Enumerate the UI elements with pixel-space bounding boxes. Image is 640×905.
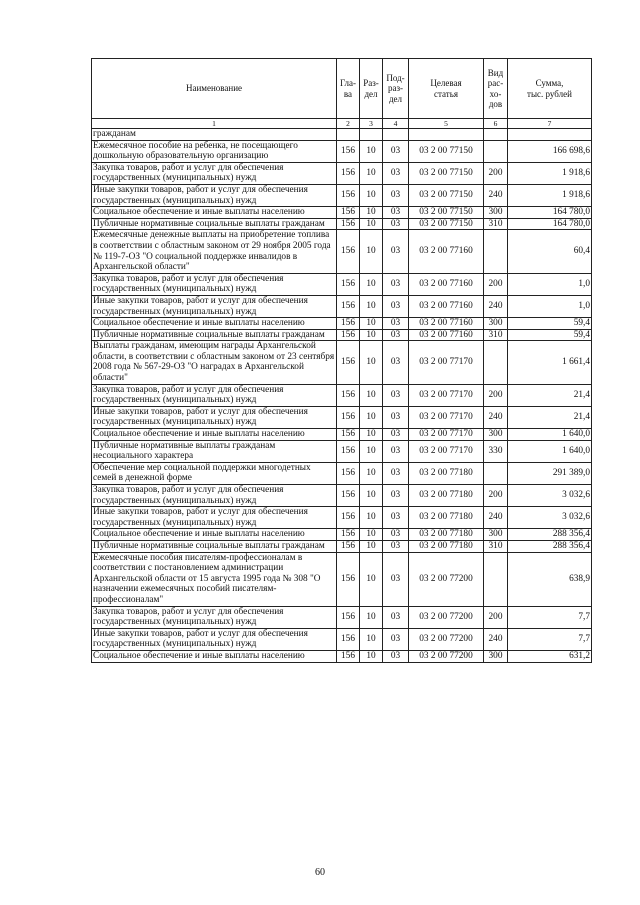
cell-summa: 1 661,4: [508, 341, 592, 384]
cell-razdel: 10: [360, 230, 383, 273]
cell-podrazdel: 03: [383, 552, 409, 606]
cell-summa: 3 032,6: [508, 507, 592, 529]
column-number: 2: [337, 119, 360, 129]
cell-glava: 156: [337, 462, 360, 484]
cell-vid: 310: [484, 329, 508, 341]
cell-razdel: 10: [360, 429, 383, 441]
cell-razdel: 10: [360, 628, 383, 650]
cell-name: Выплаты гражданам, имеющим награды Архангельской области, в соответствии с областным законом от 23 сентября 2008 года № 567-29-ОЗ "О наградах в Архангельской области": [92, 341, 337, 384]
cell-celevaya: 03 2 00 77160: [409, 295, 484, 317]
cell-vid: 300: [484, 650, 508, 662]
cell-summa: 3 032,6: [508, 485, 592, 507]
table-row: [92, 507, 592, 529]
cell-podrazdel: 03: [383, 329, 409, 341]
cell-summa: 59,4: [508, 329, 592, 341]
header-vid: Вид рас- хо- дов: [484, 59, 508, 119]
cell-name: Закупка товаров, работ и услуг для обеспечения государственных (муниципальных) нужд: [92, 485, 337, 507]
table-row: [92, 295, 592, 317]
cell-celevaya: 03 2 00 77170: [409, 429, 484, 441]
cell-razdel: 10: [360, 207, 383, 219]
cell-podrazdel: 03: [383, 650, 409, 662]
cell-glava: 156: [337, 606, 360, 628]
cell-glava: 156: [337, 406, 360, 428]
cell-summa: 1 918,6: [508, 184, 592, 206]
cell-summa: 288 356,4: [508, 529, 592, 541]
cell-podrazdel: 03: [383, 140, 409, 162]
cell-podrazdel: 03: [383, 628, 409, 650]
cell-name: Социальное обеспечение и иные выплаты населению: [92, 318, 337, 330]
cell-name: Ежемесячные денежные выплаты на приобретение топлива в соответствии с областным законом от 29 ноября 2005 года № 119-7-ОЗ "О социальной поддержке инвалидов в Архангельской области": [92, 230, 337, 273]
cell-vid: 240: [484, 184, 508, 206]
cell-summa: 1 640,0: [508, 440, 592, 462]
cell-summa: 21,4: [508, 384, 592, 406]
cell-razdel: [360, 129, 383, 141]
column-number: 3: [360, 119, 383, 129]
table-header-row: [92, 59, 592, 119]
cell-razdel: 10: [360, 162, 383, 184]
cell-summa: 631,2: [508, 650, 592, 662]
cell-glava: 156: [337, 384, 360, 406]
cell-name: Обеспечение мер социальной поддержки многодетных семей в денежной форме: [92, 462, 337, 484]
cell-razdel: 10: [360, 507, 383, 529]
cell-razdel: 10: [360, 552, 383, 606]
cell-summa: 7,7: [508, 628, 592, 650]
cell-vid: 200: [484, 162, 508, 184]
cell-summa: 288 356,4: [508, 540, 592, 552]
cell-podrazdel: [383, 129, 409, 141]
cell-glava: 156: [337, 429, 360, 441]
cell-vid: [484, 462, 508, 484]
cell-podrazdel: 03: [383, 485, 409, 507]
cell-name: Иные закупки товаров, работ и услуг для обеспечения государственных (муниципальных) нужд: [92, 184, 337, 206]
cell-podrazdel: 03: [383, 318, 409, 330]
cell-glava: 156: [337, 529, 360, 541]
cell-summa: 638,9: [508, 552, 592, 606]
cell-podrazdel: 03: [383, 218, 409, 230]
cell-vid: [484, 140, 508, 162]
cell-razdel: 10: [360, 529, 383, 541]
cell-vid: 300: [484, 429, 508, 441]
cell-summa: 1,0: [508, 295, 592, 317]
cell-vid: 330: [484, 440, 508, 462]
cell-glava: 156: [337, 162, 360, 184]
cell-celevaya: 03 2 00 77150: [409, 207, 484, 219]
cell-name: Публичные нормативные социальные выплаты гражданам: [92, 218, 337, 230]
cell-celevaya: 03 2 00 77200: [409, 606, 484, 628]
table-row: [92, 552, 592, 606]
cell-razdel: 10: [360, 650, 383, 662]
cell-razdel: 10: [360, 384, 383, 406]
cell-celevaya: 03 2 00 77170: [409, 406, 484, 428]
cell-podrazdel: 03: [383, 184, 409, 206]
cell-glava: 156: [337, 440, 360, 462]
cell-podrazdel: 03: [383, 606, 409, 628]
column-number-row: [92, 119, 592, 129]
cell-celevaya: 03 2 00 77180: [409, 529, 484, 541]
cell-podrazdel: 03: [383, 341, 409, 384]
cell-vid: [484, 552, 508, 606]
table-row: [92, 341, 592, 384]
cell-celevaya: 03 2 00 77150: [409, 162, 484, 184]
cell-vid: 300: [484, 529, 508, 541]
cell-razdel: 10: [360, 540, 383, 552]
table-row: [92, 485, 592, 507]
table-row: [92, 628, 592, 650]
budget-table: [91, 58, 592, 663]
cell-glava: 156: [337, 184, 360, 206]
cell-summa: 166 698,6: [508, 140, 592, 162]
cell-glava: 156: [337, 341, 360, 384]
cell-podrazdel: 03: [383, 406, 409, 428]
cell-vid: 240: [484, 406, 508, 428]
column-number: 4: [383, 119, 409, 129]
cell-razdel: 10: [360, 341, 383, 384]
cell-celevaya: 03 2 00 77160: [409, 318, 484, 330]
cell-name: гражданам: [92, 129, 337, 141]
table-row: [92, 184, 592, 206]
cell-razdel: 10: [360, 406, 383, 428]
table-row: [92, 429, 592, 441]
table-row: [92, 462, 592, 484]
table-row: [92, 218, 592, 230]
cell-celevaya: 03 2 00 77150: [409, 140, 484, 162]
cell-celevaya: 03 2 00 77180: [409, 485, 484, 507]
cell-podrazdel: 03: [383, 207, 409, 219]
cell-celevaya: 03 2 00 77200: [409, 552, 484, 606]
cell-name: Иные закупки товаров, работ и услуг для обеспечения государственных (муниципальных) нужд: [92, 406, 337, 428]
cell-glava: 156: [337, 207, 360, 219]
cell-celevaya: 03 2 00 77170: [409, 341, 484, 384]
cell-razdel: 10: [360, 485, 383, 507]
cell-podrazdel: 03: [383, 295, 409, 317]
cell-name: Иные закупки товаров, работ и услуг для обеспечения государственных (муниципальных) нужд: [92, 507, 337, 529]
cell-name: Социальное обеспечение и иные выплаты населению: [92, 207, 337, 219]
column-number: 7: [508, 119, 592, 129]
table-row: [92, 329, 592, 341]
cell-razdel: 10: [360, 140, 383, 162]
cell-glava: 156: [337, 650, 360, 662]
cell-vid: 310: [484, 540, 508, 552]
cell-celevaya: 03 2 00 77180: [409, 462, 484, 484]
cell-summa: [508, 129, 592, 141]
cell-celevaya: 03 2 00 77170: [409, 384, 484, 406]
cell-summa: 291 389,0: [508, 462, 592, 484]
table-row: [92, 207, 592, 219]
cell-podrazdel: 03: [383, 273, 409, 295]
cell-vid: 240: [484, 295, 508, 317]
cell-glava: 156: [337, 540, 360, 552]
table-row: [92, 230, 592, 273]
cell-podrazdel: 03: [383, 529, 409, 541]
table-row: [92, 140, 592, 162]
cell-celevaya: 03 2 00 77160: [409, 273, 484, 295]
cell-vid: 310: [484, 218, 508, 230]
cell-name: Иные закупки товаров, работ и услуг для обеспечения государственных (муниципальных) нужд: [92, 295, 337, 317]
table-row: [92, 384, 592, 406]
header-razdel: Раз- дел: [360, 59, 383, 119]
header-name: Наименование: [92, 59, 337, 119]
cell-name: Закупка товаров, работ и услуг для обеспечения государственных (муниципальных) нужд: [92, 162, 337, 184]
cell-vid: [484, 341, 508, 384]
header-summa: Сумма, тыс. рублей: [508, 59, 592, 119]
cell-name: Закупка товаров, работ и услуг для обеспечения государственных (муниципальных) нужд: [92, 384, 337, 406]
cell-name: Социальное обеспечение и иные выплаты населению: [92, 429, 337, 441]
header-celevaya: Целевая статья: [409, 59, 484, 119]
cell-name: Ежемесячное пособие на ребенка, не посещающего дошкольную образовательную организацию: [92, 140, 337, 162]
cell-vid: 200: [484, 606, 508, 628]
cell-summa: 1,0: [508, 273, 592, 295]
cell-podrazdel: 03: [383, 429, 409, 441]
cell-podrazdel: 03: [383, 162, 409, 184]
cell-celevaya: 03 2 00 77150: [409, 184, 484, 206]
table-row: [92, 529, 592, 541]
table-row: [92, 273, 592, 295]
cell-podrazdel: 03: [383, 507, 409, 529]
column-number: 5: [409, 119, 484, 129]
cell-vid: 300: [484, 207, 508, 219]
cell-glava: 156: [337, 485, 360, 507]
cell-summa: 59,4: [508, 318, 592, 330]
cell-name: Социальное обеспечение и иные выплаты населению: [92, 650, 337, 662]
cell-podrazdel: 03: [383, 462, 409, 484]
cell-razdel: 10: [360, 184, 383, 206]
cell-name: Социальное обеспечение и иные выплаты населению: [92, 529, 337, 541]
cell-celevaya: 03 2 00 77200: [409, 628, 484, 650]
cell-name: Публичные нормативные выплаты гражданам несоциального характера: [92, 440, 337, 462]
cell-celevaya: 03 2 00 77150: [409, 218, 484, 230]
cell-glava: 156: [337, 230, 360, 273]
cell-razdel: 10: [360, 218, 383, 230]
cell-summa: 164 780,0: [508, 218, 592, 230]
header-glava: Гла- ва: [337, 59, 360, 119]
cell-razdel: 10: [360, 440, 383, 462]
column-number: 1: [92, 119, 337, 129]
table-row: [92, 162, 592, 184]
cell-name: Ежемесячные пособия писателям-профессионалам в соответствии с постановлением администрации Архангельской области от 15 августа 1995 года № 308 "О назначении ежемесячных пособий писателям-профессионалам": [92, 552, 337, 606]
cell-vid: 240: [484, 507, 508, 529]
cell-razdel: 10: [360, 329, 383, 341]
page-number: 60: [315, 867, 325, 878]
cell-podrazdel: 03: [383, 540, 409, 552]
column-number: 6: [484, 119, 508, 129]
cell-celevaya: 03 2 00 77170: [409, 440, 484, 462]
cell-vid: [484, 230, 508, 273]
cell-razdel: 10: [360, 606, 383, 628]
table-row: [92, 540, 592, 552]
cell-vid: 300: [484, 318, 508, 330]
table-row: [92, 318, 592, 330]
cell-celevaya: 03 2 00 77160: [409, 329, 484, 341]
cell-vid: 240: [484, 628, 508, 650]
table-body: [92, 129, 592, 663]
cell-podrazdel: 03: [383, 384, 409, 406]
table-row: [92, 606, 592, 628]
cell-glava: 156: [337, 318, 360, 330]
cell-podrazdel: 03: [383, 440, 409, 462]
cell-summa: 21,4: [508, 406, 592, 428]
cell-razdel: 10: [360, 295, 383, 317]
cell-summa: 1 640,0: [508, 429, 592, 441]
cell-celevaya: 03 2 00 77200: [409, 650, 484, 662]
cell-glava: 156: [337, 329, 360, 341]
cell-podrazdel: 03: [383, 230, 409, 273]
cell-name: Иные закупки товаров, работ и услуг для обеспечения государственных (муниципальных) нужд: [92, 628, 337, 650]
cell-glava: 156: [337, 507, 360, 529]
table-row: [92, 650, 592, 662]
cell-name: Публичные нормативные социальные выплаты гражданам: [92, 540, 337, 552]
cell-celevaya: 03 2 00 77160: [409, 230, 484, 273]
cell-glava: [337, 129, 360, 141]
cell-vid: 200: [484, 485, 508, 507]
cell-summa: 7,7: [508, 606, 592, 628]
cell-glava: 156: [337, 218, 360, 230]
cell-vid: [484, 129, 508, 141]
cell-summa: 164 780,0: [508, 207, 592, 219]
cell-razdel: 10: [360, 462, 383, 484]
cell-name: Закупка товаров, работ и услуг для обеспечения государственных (муниципальных) нужд: [92, 273, 337, 295]
cell-celevaya: [409, 129, 484, 141]
cell-vid: 200: [484, 384, 508, 406]
table-row: [92, 406, 592, 428]
cell-celevaya: 03 2 00 77180: [409, 507, 484, 529]
cell-glava: 156: [337, 552, 360, 606]
cell-glava: 156: [337, 140, 360, 162]
table-row: [92, 440, 592, 462]
cell-summa: 1 918,6: [508, 162, 592, 184]
cell-name: Закупка товаров, работ и услуг для обеспечения государственных (муниципальных) нужд: [92, 606, 337, 628]
cell-vid: 200: [484, 273, 508, 295]
table-row: [92, 129, 592, 141]
cell-razdel: 10: [360, 273, 383, 295]
cell-glava: 156: [337, 628, 360, 650]
cell-razdel: 10: [360, 318, 383, 330]
cell-name: Публичные нормативные социальные выплаты гражданам: [92, 329, 337, 341]
cell-summa: 60,4: [508, 230, 592, 273]
cell-celevaya: 03 2 00 77180: [409, 540, 484, 552]
cell-glava: 156: [337, 273, 360, 295]
header-podrazdel: Под- раз- дел: [383, 59, 409, 119]
cell-glava: 156: [337, 295, 360, 317]
